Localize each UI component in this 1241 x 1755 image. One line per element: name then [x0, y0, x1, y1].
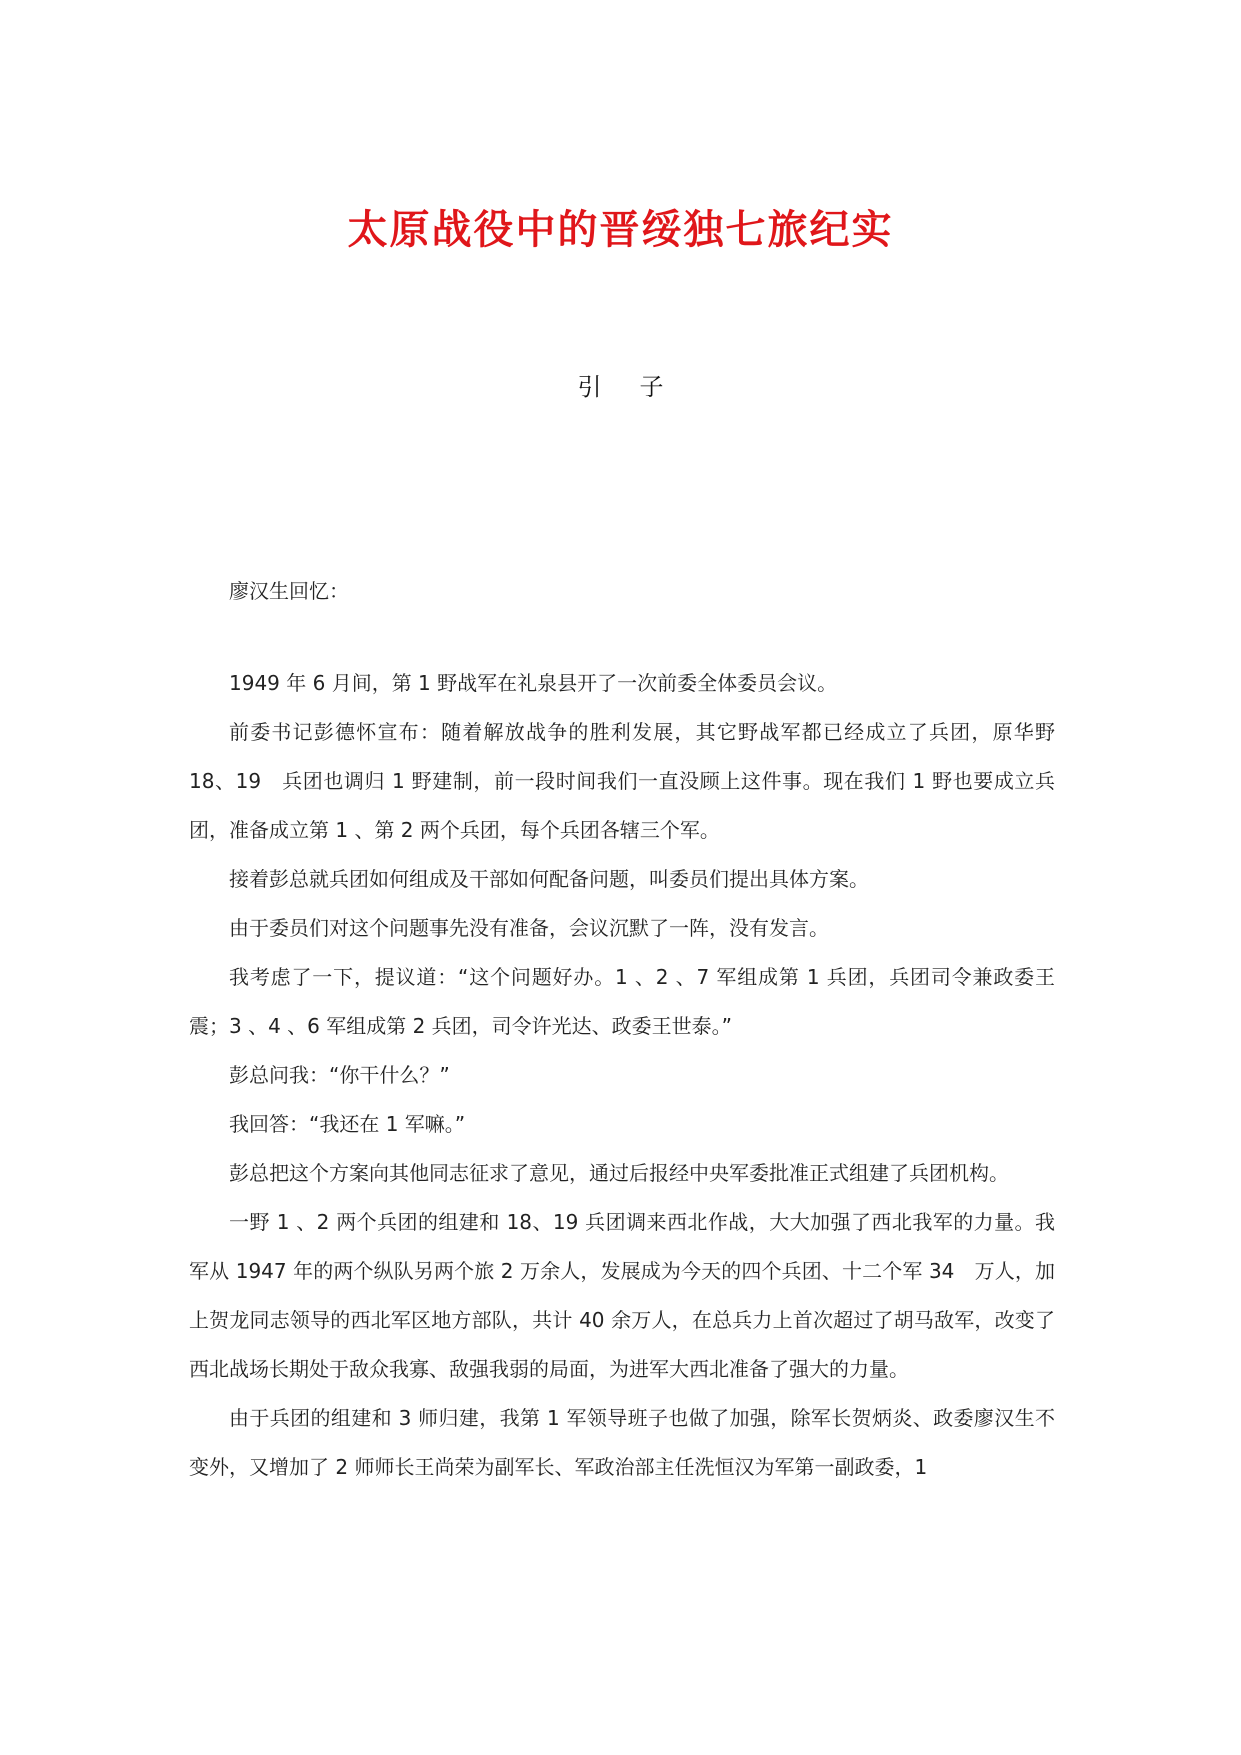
paragraph: 一野 1 、2 两个兵团的组建和 18、19 兵团调来西北作战，大大加强了西北我军的力量。我军从 1947 年的两个纵队另两个旅 2 万余人，发展成为今天的四个兵团、十二个军 34 万人，加上贺龙同志领导的西北军区地方部队，共计 40 余万人，在总兵力上首次超过了胡马敌军，改变了西北战场长期处于敌众我寡、敌强我弱的局面，为进军大西北准备了强大的力量。 — [189, 1210, 1055, 1381]
body-paragraphs — [189, 659, 1055, 1492]
section-heading-char-2: 子 — [639, 373, 664, 401]
paragraph: 接着彭总就兵团如何组成及干部如何配备问题，叫委员们提出具体方案。 — [229, 867, 869, 891]
document-title: 太原战役中的晋绥独七旅纪实 — [347, 206, 894, 253]
paragraph: 由于兵团的组建和 3 师归建，我第 1 军领导班子也做了加强，除军长贺炳炎、政委廖汉生不变外，又增加了 2 师师长王尚荣为副军长、军政治部主任洗恒汉为军第一副政委，1 — [189, 1406, 1055, 1479]
paragraph: 1949 年 6 月间，第 1 野战军在礼泉县开了一次前委全体委员会议。 — [229, 671, 838, 695]
speaker-line: 廖汉生回忆： — [229, 579, 349, 603]
paragraph: 彭总问我：“你干什么？” — [229, 1063, 450, 1087]
paragraph: 我回答：“我还在 1 军嘛。” — [229, 1112, 466, 1136]
paragraph: 我考虑了一下，提议道：“这个问题好办。1 、2 、7 军组成第 1 兵团，兵团司令兼政委王震；3 、4 、6 军组成第 2 兵团，司令许光达、政委王世泰。” — [189, 965, 1055, 1038]
paragraph: 前委书记彭德怀宣布：随着解放战争的胜利发展，其它野战军都已经成立了兵团，原华野 18、19 兵团也调归 1 野建制，前一段时间我们一直没顾上这件事。现在我们 1 野也要成立兵团，准备成立第 1 、第 2 两个兵团，每个兵团各辖三个军。 — [189, 720, 1055, 842]
paragraph: 彭总把这个方案向其他同志征求了意见，通过后报经中央军委批准正式组建了兵团机构。 — [229, 1161, 1009, 1185]
speaker-block — [189, 567, 1055, 616]
section-heading — [0, 370, 1241, 404]
section-heading-char-1: 引 — [577, 373, 602, 401]
paragraph: 由于委员们对这个问题事先没有准备，会议沉默了一阵，没有发言。 — [229, 916, 829, 940]
